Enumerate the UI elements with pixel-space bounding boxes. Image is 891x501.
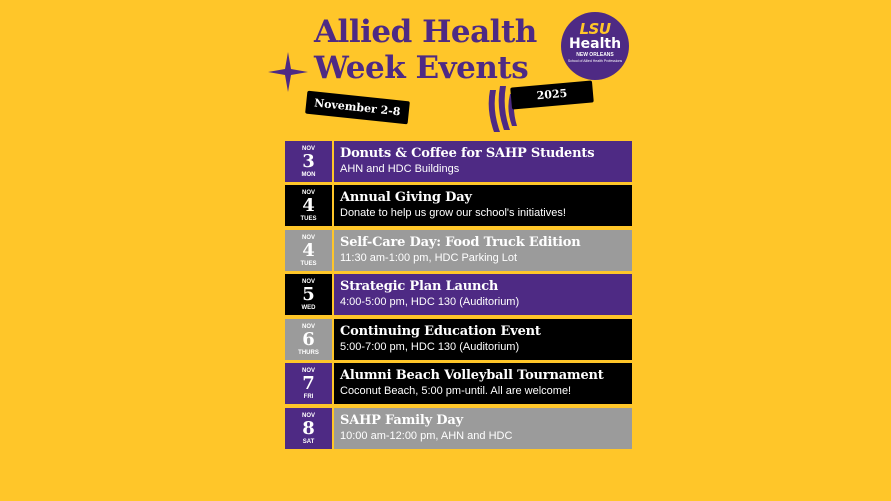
logo-line-1: LSU <box>579 20 611 38</box>
event-subtitle: AHN and HDC Buildings <box>340 163 460 175</box>
event-date <box>285 230 332 271</box>
event-weekday: SAT <box>302 439 315 445</box>
logo-line-3: NEW ORLEANS <box>576 52 614 58</box>
event-day: 6 <box>302 329 315 350</box>
event-row <box>285 230 633 271</box>
event-title: Continuing Education Event <box>340 324 541 339</box>
event-title: Annual Giving Day <box>340 190 472 205</box>
event-title: SAHP Family Day <box>340 413 463 428</box>
page-title <box>314 14 537 86</box>
logo-line-4: School of Allied Health Professions <box>567 59 623 63</box>
event-date <box>285 363 332 404</box>
date-range-badge: November 2-8 <box>305 91 410 125</box>
event-details <box>334 363 632 404</box>
event-day: 8 <box>302 418 315 439</box>
event-day: 3 <box>302 151 315 172</box>
event-day: 7 <box>302 373 315 394</box>
event-row <box>285 319 633 360</box>
event-row <box>285 408 633 449</box>
event-month: NOV <box>301 190 315 196</box>
event-weekday: THURS <box>298 350 319 356</box>
event-row <box>285 274 633 315</box>
event-subtitle: 11:30 am-1:00 pm, HDC Parking Lot <box>340 252 518 264</box>
event-month: NOV <box>301 324 315 330</box>
event-row <box>285 363 633 404</box>
event-subtitle: 4:00-5:00 pm, HDC 130 (Auditorium) <box>340 296 520 308</box>
event-weekday: TUES <box>300 261 317 267</box>
event-details <box>334 141 632 182</box>
event-month: NOV <box>301 368 315 374</box>
event-weekday: FRI <box>303 394 314 400</box>
event-subtitle: Donate to help us grow our school's initiatives! <box>340 207 566 219</box>
event-day: 5 <box>302 284 315 305</box>
event-date <box>285 274 332 315</box>
event-details <box>334 319 632 360</box>
event-title: Self-Care Day: Food Truck Edition <box>340 235 581 250</box>
event-weekday: MON <box>301 172 316 178</box>
event-row <box>285 185 633 226</box>
event-details <box>334 230 632 271</box>
event-month: NOV <box>301 146 315 152</box>
event-day: 4 <box>302 240 315 261</box>
event-date <box>285 319 332 360</box>
event-weekday: TUES <box>300 216 317 222</box>
event-date <box>285 141 332 182</box>
event-subtitle: Coconut Beach, 5:00 pm-until. All are welcome! <box>340 385 572 397</box>
event-month: NOV <box>301 413 315 419</box>
event-title: Alumni Beach Volleyball Tournament <box>340 368 604 383</box>
event-details <box>334 185 632 226</box>
event-details <box>334 274 632 315</box>
event-month: NOV <box>301 279 315 285</box>
title-line-2: Week Events <box>314 50 529 86</box>
sparkle-icon <box>268 52 308 92</box>
event-subtitle: 10:00 am-12:00 pm, AHN and HDC <box>340 430 513 442</box>
event-day: 4 <box>302 195 315 216</box>
lsu-health-logo <box>561 12 629 80</box>
logo-line-2: Health <box>568 36 622 52</box>
event-weekday: WED <box>301 305 316 311</box>
event-date <box>285 408 332 449</box>
event-title: Strategic Plan Launch <box>340 279 499 294</box>
year-badge: 2025 <box>510 80 594 109</box>
event-title: Donuts & Coffee for SAHP Students <box>340 146 595 161</box>
event-row <box>285 141 633 182</box>
title-line-1: Allied Health <box>314 14 537 50</box>
event-date <box>285 185 332 226</box>
event-details <box>334 408 632 449</box>
event-subtitle: 5:00-7:00 pm, HDC 130 (Auditorium) <box>340 341 520 353</box>
event-month: NOV <box>301 235 315 241</box>
